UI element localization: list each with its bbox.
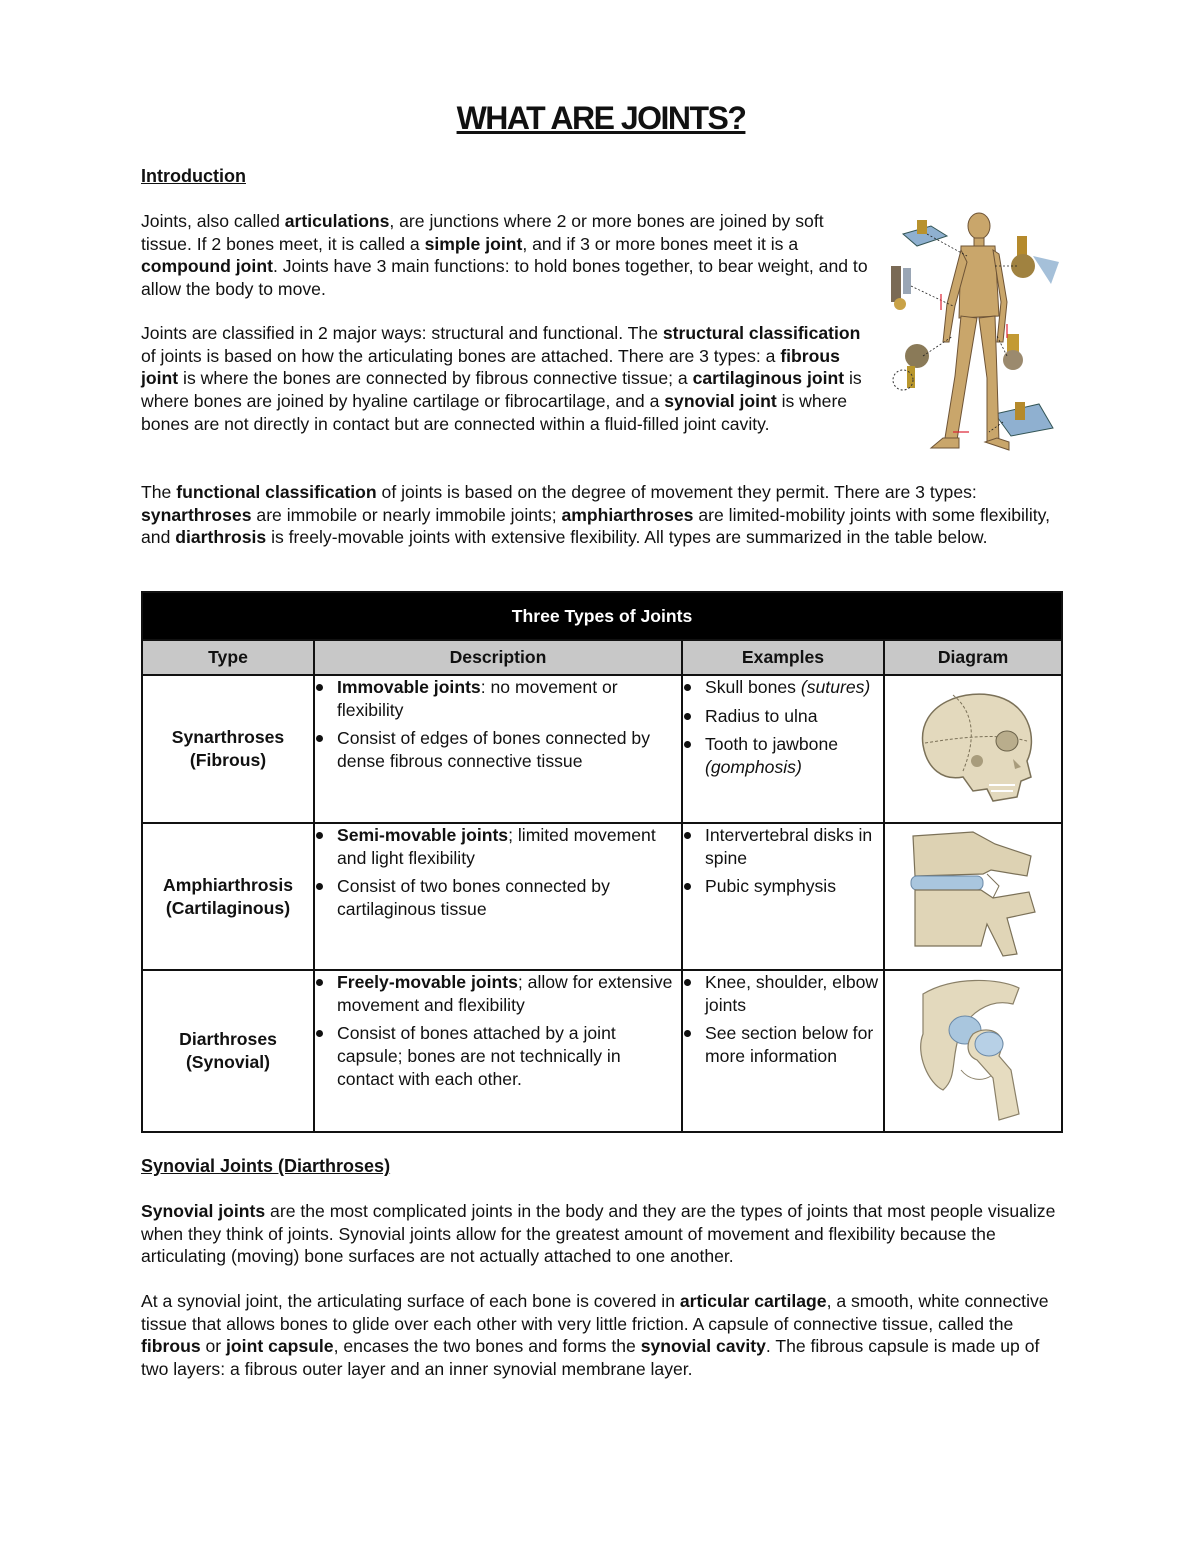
type-cell xyxy=(142,675,314,823)
text-run: ; allow for extensive movement and flexibility xyxy=(337,972,673,1015)
bold-term: simple joint xyxy=(424,233,523,254)
table-caption: Three Types of Joints xyxy=(142,592,1062,640)
text-run: , a smooth, white connective tissue that allows bones to glide over each other with very little friction. A capsule of connective tissue, called the xyxy=(141,1291,1049,1334)
text-run: are limited-mobility joints with some flexibility, and xyxy=(141,504,1051,548)
vertebrae-illustration xyxy=(903,826,1043,961)
table-header-row xyxy=(142,640,1062,675)
list-item xyxy=(315,875,681,920)
text-run: Knee, shoulder, elbow joints xyxy=(705,972,879,1015)
bold-term: diarthrosis xyxy=(175,527,267,548)
italic-term: (sutures) xyxy=(800,677,871,697)
skull-illustration xyxy=(903,681,1043,811)
list-item xyxy=(683,705,883,728)
bold-term: Immovable joints xyxy=(337,677,481,697)
text-run: are the most complicated joints in the body and they are the types of joints that most people visualize when they think of joints. Synovial joints allow for the greatest amount of movement and flexibility because the articulating (moving) bone surfaces are not actually attached to one another. xyxy=(141,1201,1056,1267)
examples-cell xyxy=(682,970,884,1132)
bold-term: joint capsule xyxy=(226,1336,334,1357)
description-list xyxy=(315,971,681,1091)
description-cell xyxy=(314,823,682,970)
text-run: The xyxy=(141,482,177,502)
bold-term: Semi-movable joints xyxy=(337,825,509,845)
bold-term: Freely-movable joints xyxy=(337,972,518,992)
text-run: is where bones are not directly in contact but are connected within a fluid-filled joint cavity. xyxy=(141,391,848,434)
text-run: . Joints have 3 main functions: to hold bones together, to bear weight, and to allow the body to move. xyxy=(141,256,868,300)
text-run: Skull bones xyxy=(705,677,801,697)
list-item xyxy=(315,971,681,1016)
table-caption-row xyxy=(142,592,1062,640)
text-run: is where bones are joined by hyaline cartilage or fibrocartilage, and a xyxy=(141,368,862,412)
bold-term: cartilaginous joint xyxy=(692,368,845,389)
text-run: . The fibrous capsule is made up of two layers: a fibrous outer layer and an inner synovial membrane layer. xyxy=(141,1336,1040,1380)
intro-paragraph-2 xyxy=(141,322,869,436)
text-run: Consist of edges of bones connected by dense fibrous connective tissue xyxy=(337,728,650,772)
table-row xyxy=(142,675,1062,823)
description-cell xyxy=(314,675,682,823)
list-item xyxy=(315,1022,681,1090)
text-run: Radius to ulna xyxy=(705,705,818,726)
intro-paragraph-1 xyxy=(141,210,869,301)
bold-term: functional classification xyxy=(176,482,377,502)
list-item xyxy=(683,1022,883,1067)
bold-term: structural classification xyxy=(662,323,861,343)
text-run: ; limited movement and light flexibility xyxy=(337,825,656,868)
text-run: Consist of two bones connected by cartilaginous tissue xyxy=(337,876,610,920)
text-run: of joints is based on how the articulating bones are attached. There are 3 types: a xyxy=(141,345,781,366)
pivot-joint-model-icon xyxy=(893,344,929,390)
hinge-joint-model-icon xyxy=(891,266,911,310)
text-run: Joints, also called xyxy=(141,211,285,231)
page-title: WHAT ARE JOINTS? xyxy=(456,100,746,136)
text-run: , are junctions where 2 or more bones are joined by soft tissue. If 2 bones meet, it is called a xyxy=(141,211,824,254)
table-row xyxy=(142,823,1062,970)
hip-joint-illustration xyxy=(903,974,1043,1122)
list-item xyxy=(683,676,883,699)
examples-list xyxy=(683,824,883,898)
list-item xyxy=(683,875,883,898)
text-run: , encases the two bones and forms the xyxy=(333,1336,641,1357)
text-run: See section below for more information xyxy=(705,1023,874,1067)
ball-socket-model-icon xyxy=(1011,236,1059,284)
type-structural: (Synovial) xyxy=(185,1052,271,1072)
examples-cell xyxy=(682,675,884,823)
synovial-heading: Synovial Joints (Diarthroses) xyxy=(141,1156,391,1176)
bold-term: amphiarthroses xyxy=(561,504,694,525)
type-name: Diarthroses xyxy=(179,1029,277,1050)
condyloid-joint-model-icon xyxy=(995,402,1053,436)
text-run: , and if 3 or more bones meet it is a xyxy=(522,233,799,254)
bold-term: synarthroses xyxy=(141,504,252,525)
diagram-cell xyxy=(884,675,1062,823)
type-cell xyxy=(142,970,314,1132)
list-item xyxy=(683,824,883,869)
saddle-joint-model-icon xyxy=(1003,334,1023,370)
description-list xyxy=(315,824,681,921)
description-list xyxy=(315,676,681,773)
joint-types-table xyxy=(141,591,1063,1133)
col-header-examples: Examples xyxy=(682,640,884,675)
list-item xyxy=(315,676,681,721)
synovial-paragraph-2 xyxy=(141,1290,1061,1381)
intro-paragraph-3 xyxy=(141,481,1061,549)
bold-term: articulations xyxy=(284,211,390,231)
synovial-paragraph-1 xyxy=(141,1200,1061,1268)
list-item xyxy=(315,727,681,772)
text-run: Pubic symphysis xyxy=(705,876,837,897)
text-run: Consist of bones attached by a joint capsule; bones are not technically in contact with each other. xyxy=(337,1023,621,1089)
bold-term: synovial cavity xyxy=(640,1336,766,1357)
bold-term: fibrous xyxy=(141,1336,201,1357)
col-header-diagram: Diagram xyxy=(884,640,1062,675)
diagram-cell xyxy=(884,823,1062,970)
skeleton-figure-icon xyxy=(931,213,1009,450)
bold-term: compound joint xyxy=(141,256,273,277)
italic-term: (gomphosis) xyxy=(705,757,802,778)
table-row xyxy=(142,970,1062,1132)
text-run: Intervertebral disks in spine xyxy=(705,825,873,868)
skeleton-joints-figure xyxy=(883,206,1063,456)
text-run: is freely-movable joints with extensive flexibility. All types are summarized in the table below. xyxy=(266,527,988,548)
text-run: : no movement or flexibility xyxy=(337,677,618,720)
examples-cell xyxy=(682,823,884,970)
bold-term: articular cartilage xyxy=(679,1291,827,1311)
examples-list xyxy=(683,971,883,1068)
col-header-type: Type xyxy=(142,640,314,675)
list-item xyxy=(683,733,883,778)
list-item xyxy=(315,824,681,869)
text-run: of joints is based on the degree of movement they permit. There are 3 types: xyxy=(376,482,977,502)
bold-term: synovial joint xyxy=(664,391,777,412)
plane-joint-model-icon xyxy=(903,220,947,246)
type-cell xyxy=(142,823,314,970)
text-run: or xyxy=(200,1336,227,1357)
bold-term: Synovial joints xyxy=(141,1201,266,1221)
bold-term: fibrous joint xyxy=(141,345,840,389)
intro-heading: Introduction xyxy=(141,166,246,186)
type-structural: (Fibrous) xyxy=(189,750,267,770)
list-item xyxy=(683,971,883,1016)
text-run: Tooth to jawbone xyxy=(705,734,839,755)
examples-list xyxy=(683,676,883,779)
type-structural: (Cartilaginous) xyxy=(165,897,291,918)
type-name: Synarthroses xyxy=(171,727,285,748)
diagram-cell xyxy=(884,970,1062,1132)
text-run: are immobile or nearly immobile joints; xyxy=(251,504,562,525)
col-header-description: Description xyxy=(314,640,682,675)
text-run: At a synovial joint, the articulating surface of each bone is covered in xyxy=(141,1291,680,1311)
text-run: is where the bones are connected by fibrous connective tissue; a xyxy=(178,368,693,389)
type-name: Amphiarthrosis xyxy=(162,874,294,895)
description-cell xyxy=(314,970,682,1132)
text-run: Joints are classified in 2 major ways: structural and functional. The xyxy=(141,323,663,343)
